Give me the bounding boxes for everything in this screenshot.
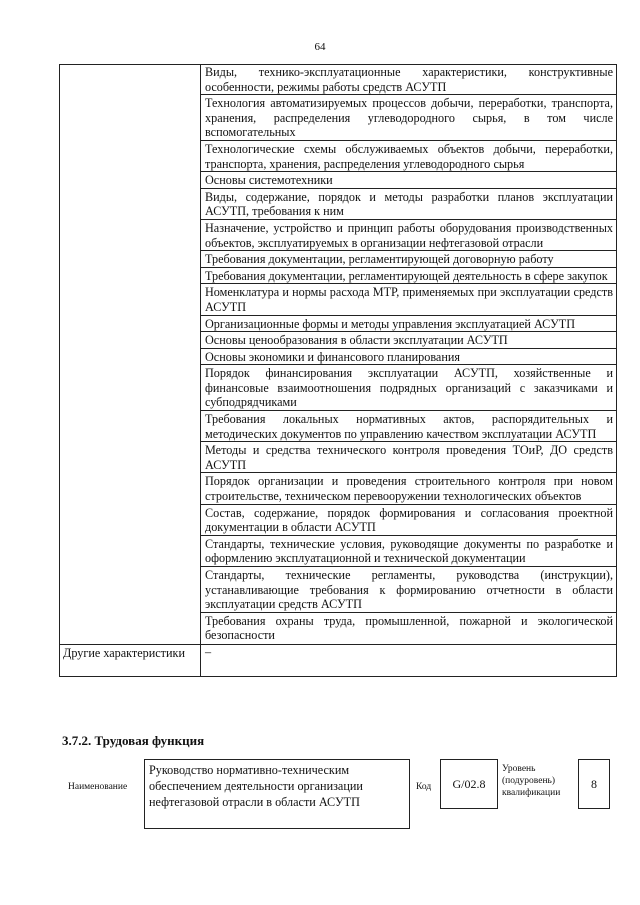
code-label: Код bbox=[416, 782, 432, 792]
requirement-item: Основы ценообразования в области эксплуатации АСУТП bbox=[201, 331, 616, 348]
requirement-item: Состав, содержание, порядок формирования и согласования проектной документации в области АСУТП bbox=[201, 504, 616, 535]
requirement-item: Стандарты, технические условия, руководящие документы по разработке и оформлению эксплуатационной и технической документации bbox=[201, 535, 616, 566]
requirement-item: Требования документации, регламентирующей договорную работу bbox=[201, 250, 616, 267]
other-characteristics-row bbox=[60, 644, 617, 676]
name-label: Наименование bbox=[68, 782, 128, 792]
requirement-item: Требования охраны труда, промышленной, пожарной и экологической безопасности bbox=[201, 612, 616, 643]
level-label: Уровень (подуровень) квалификации bbox=[502, 764, 561, 798]
requirement-item: Основы системотехники bbox=[201, 171, 616, 188]
other-characteristics-label-cell bbox=[60, 644, 201, 676]
requirement-item: Виды, технико-эксплуатационные характеристики, конструктивные особенности, режимы работы средств АСУТП bbox=[205, 65, 613, 94]
requirement-item: Виды, содержание, порядок и методы разработки планов эксплуатации АСУТП, требования к ним bbox=[201, 188, 616, 219]
requirements-list bbox=[201, 65, 617, 645]
requirement-item: Порядок финансирования эксплуатации АСУТП, хозяйственные и финансовые взаимоотношения подрядных организаций с заказчиками и субподрядчиками bbox=[201, 364, 616, 410]
code-value-box: G/02.8 bbox=[440, 759, 498, 809]
requirement-item: Основы экономики и финансового планирования bbox=[201, 348, 616, 365]
requirements-row bbox=[60, 65, 617, 645]
requirements-label-cell bbox=[60, 65, 201, 645]
requirement-item: Технология автоматизируемых процессов добычи, переработки, транспорта, хранения, распределения углеводородного сырья, в том числе вспомогательных bbox=[201, 94, 616, 140]
requirement-item: Требования локальных нормативных актов, распорядительных и методических документов по управлению качеством эксплуатации АСУТП bbox=[201, 410, 616, 441]
other-characteristics-value-cell bbox=[201, 644, 617, 676]
other-characteristics-label: Другие характеристики bbox=[63, 645, 185, 660]
requirement-item: Назначение, устройство и принцип работы оборудования производственных объектов, эксплуатируемых в организации нефтегазовой отрасли bbox=[201, 219, 616, 250]
labor-function-row bbox=[0, 759, 640, 831]
name-value-box: Руководство нормативно-техническим обеспечением деятельности организации нефтегазовой отрасли в области АСУТП bbox=[144, 759, 410, 829]
level-value-box: 8 bbox=[578, 759, 610, 809]
other-characteristics-value: – bbox=[205, 644, 212, 659]
requirement-item: Номенклатура и нормы расхода МТР, применяемых при эксплуатации средств АСУТП bbox=[201, 283, 616, 314]
requirement-item: Технологические схемы обслуживаемых объектов добычи, переработки, транспорта, хранения, распределения углеводородного сырья bbox=[201, 140, 616, 171]
requirement-item: Организационные формы и методы управления эксплуатацией АСУТП bbox=[201, 315, 616, 332]
requirement-item: Требования документации, регламентирующей деятельность в сфере закупок bbox=[201, 267, 616, 284]
requirement-item: Стандарты, технические регламенты, руководства (инструкции), устанавливающие требования к формированию отчетности в области эксплуатации средств АСУТП bbox=[201, 566, 616, 612]
requirements-table bbox=[59, 64, 617, 677]
requirement-item: Методы и средства технического контроля проведения ТОиР, ДО средств АСУТП bbox=[201, 441, 616, 472]
section-title: 3.7.2. Трудовая функция bbox=[62, 733, 205, 748]
page-number: 64 bbox=[314, 41, 326, 53]
requirement-item: Порядок организации и проведения строительного контроля при новом строительстве, техническом перевооружении технологических объектов bbox=[201, 472, 616, 503]
